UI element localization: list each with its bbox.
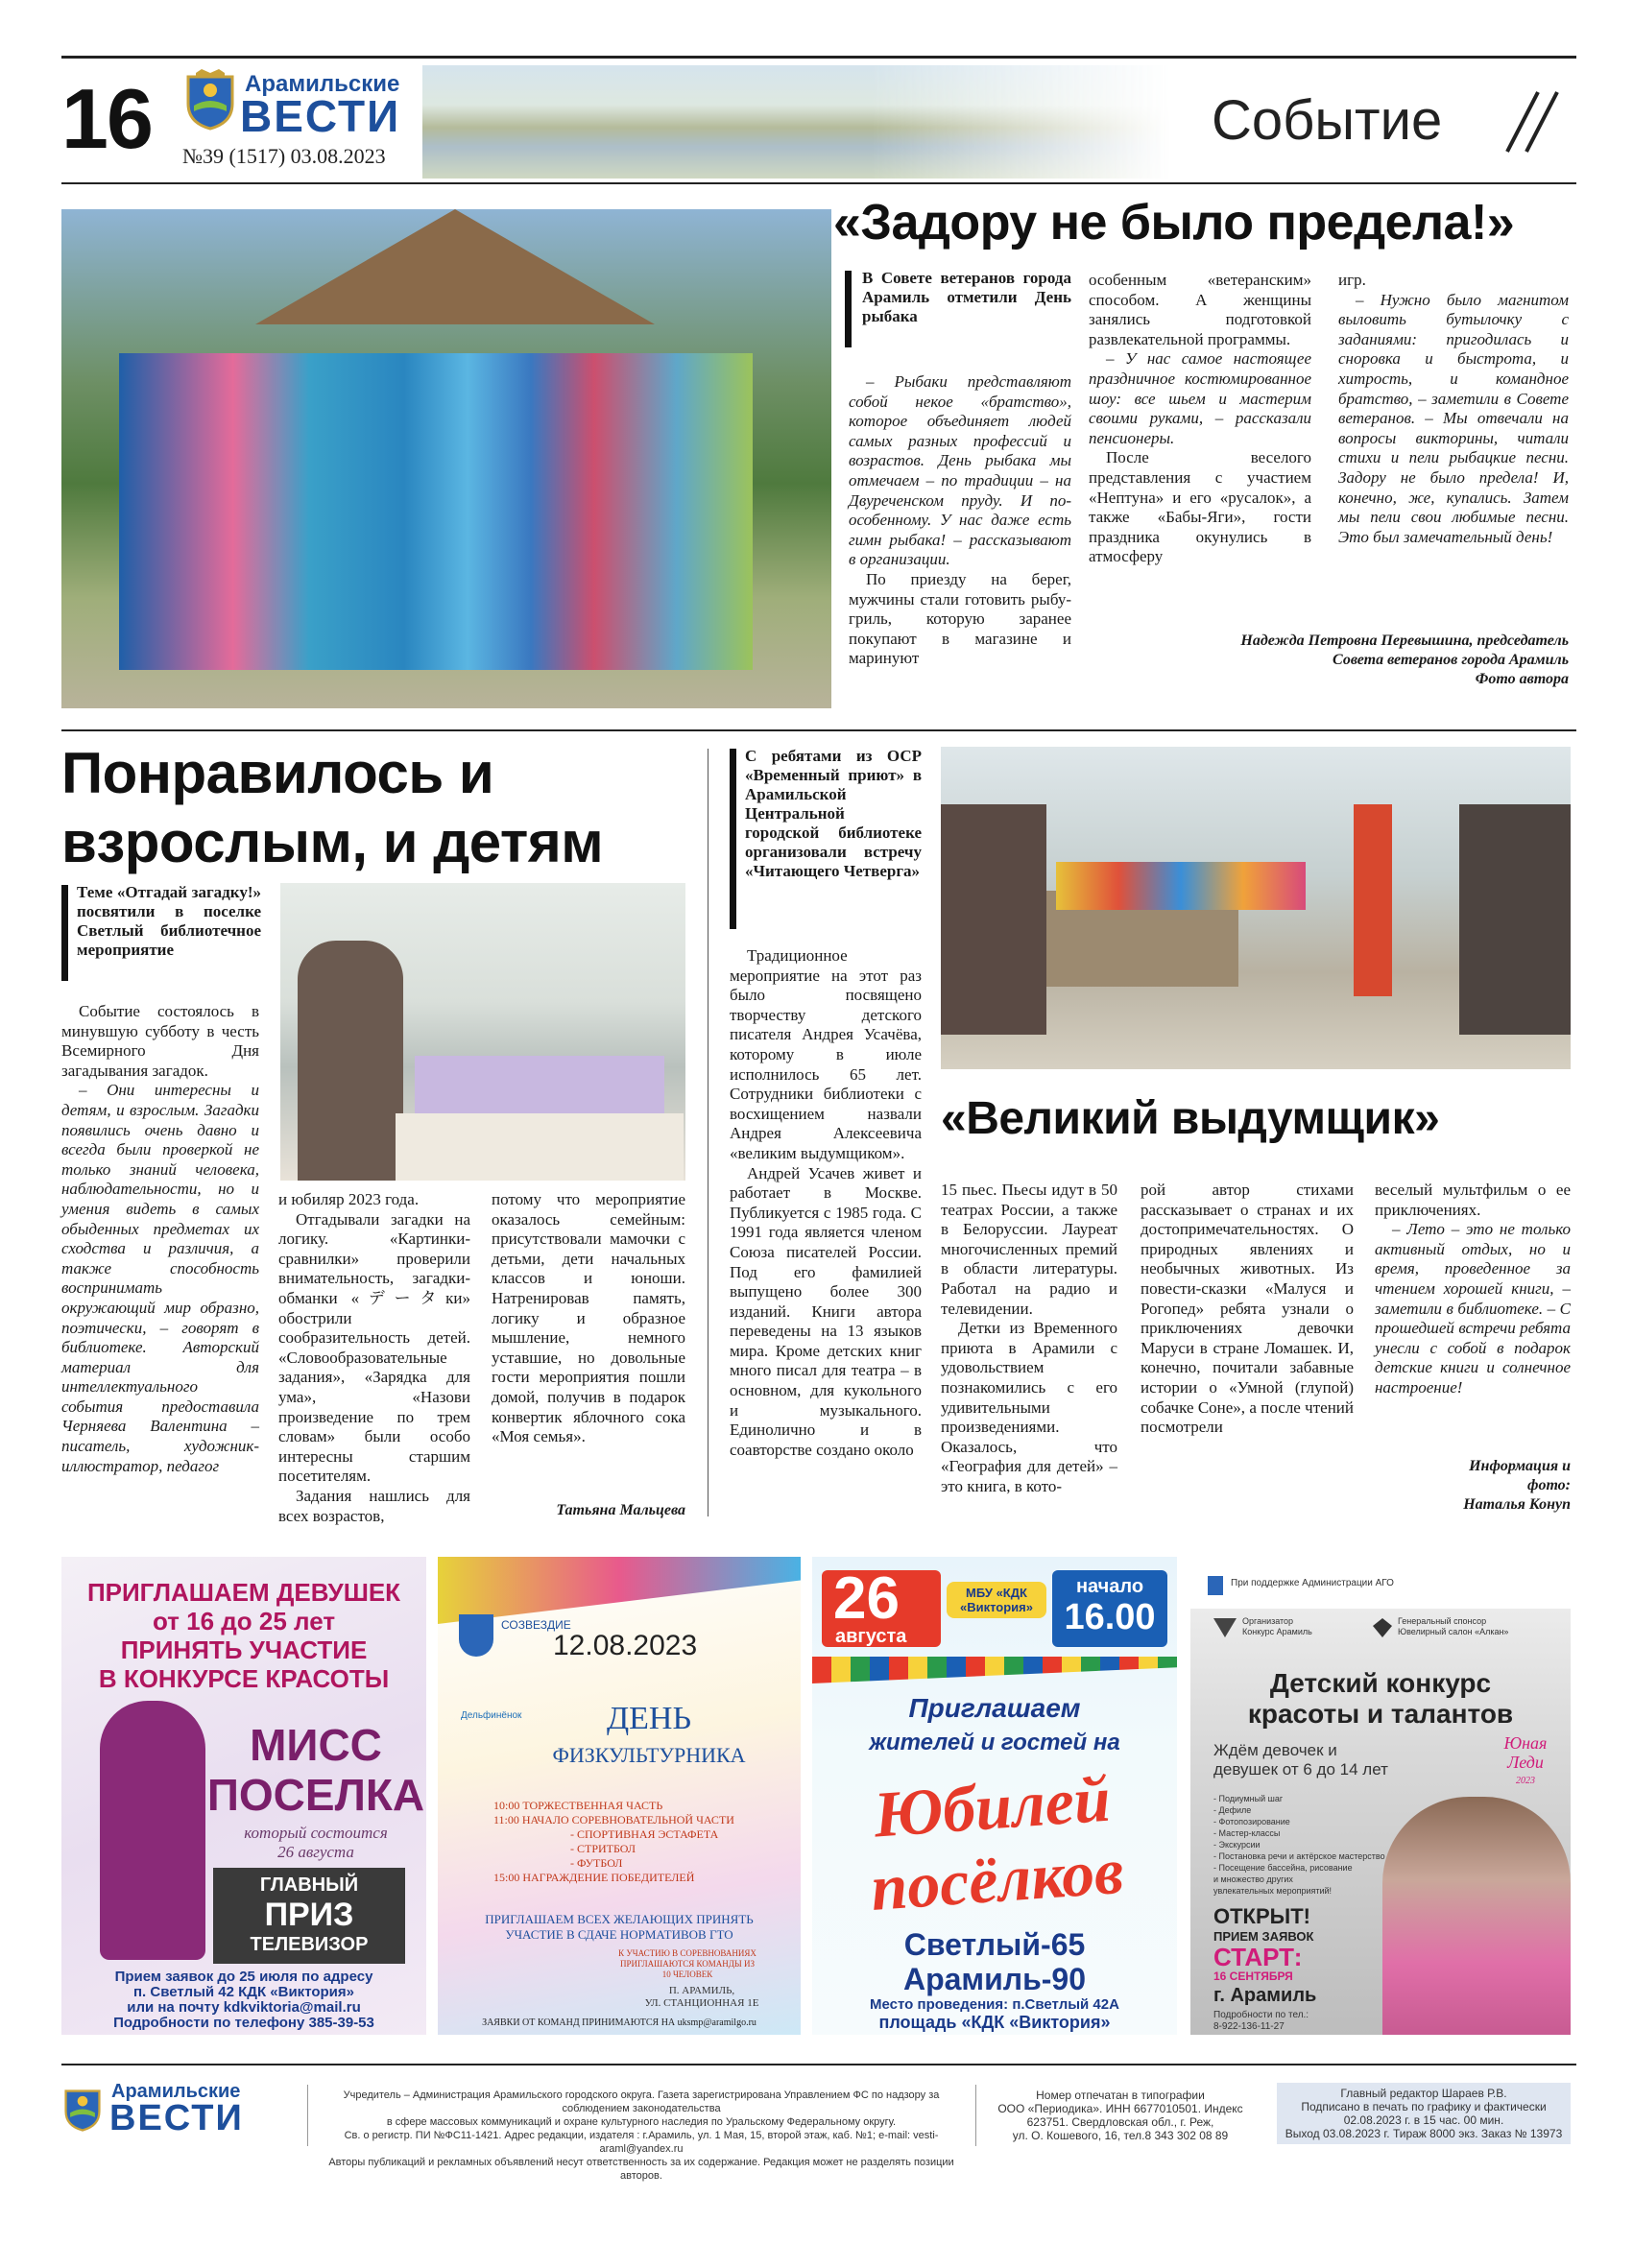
ad4-item-1: - Дефиле: [1213, 1805, 1252, 1815]
veterans-group-photo: [61, 209, 831, 708]
article1-col2-quote: – У нас самое настоящее праздничное костюмированное шоу: все шьем и мастерим своими руками, – рассказали пенсионеры.: [1089, 349, 1311, 447]
ad4-item-7: и множество других: [1213, 1874, 1293, 1884]
ad1-info3: или на почту kdkviktoria@mail.ru: [127, 1999, 361, 2016]
header-bottom-rule: [61, 182, 1576, 184]
ad3-place2: площадь «КДК «Виктория»: [878, 2013, 1111, 2032]
article3-lead-bar: [730, 749, 736, 929]
article2-col2-text: и юбиляр 2023 года.: [278, 1190, 420, 1208]
ad1-line3: ПРИНЯТЬ УЧАСТИЕ: [120, 1635, 368, 1664]
ad-den-fizkulturnika[interactable]: [438, 1557, 801, 2035]
article1-col2: [1089, 271, 1311, 567]
article1-col3: [1338, 271, 1569, 547]
article3-signature: [1375, 1457, 1571, 1515]
ad4-sponsor-label: Генеральный спонсор: [1398, 1616, 1487, 1626]
footer-f1: Учредитель – Администрация Арамильского городского округа. Газета зарегистрирована Управлением ФС по надзору за соблюдением законодательства: [343, 2089, 940, 2114]
footer-p3: 623751. Свердловская обл., г. Реж,: [1026, 2115, 1214, 2129]
ad4-item-3: - Мастер-классы: [1213, 1828, 1281, 1838]
coat-of-arms-icon: [182, 67, 238, 131]
ad2-brand: СОЗВЕЗДИЕ: [501, 1618, 571, 1632]
footer-printing-info: [981, 2089, 1260, 2142]
ad3-invite2: жителей и гостей на: [869, 1730, 1120, 1755]
article1-signature-line1: Надежда Петровна Перевышина, председатель: [1240, 633, 1569, 649]
ad3-title1: Юбилей: [871, 1761, 1113, 1851]
ad1-sub2: 26 августа: [277, 1843, 354, 1861]
ad4-city: г. Арамиль: [1213, 1985, 1317, 2006]
ad2-title1: ДЕНЬ: [606, 1701, 692, 1736]
ad3-invite1: Приглашаем: [908, 1693, 1081, 1723]
logo-bottom-text: ВЕСТИ: [240, 91, 401, 141]
ad4-item-8: увлекательных мероприятий!: [1213, 1886, 1333, 1896]
article2-col1-text: Событие состоялось в минувшую субботу в честь Всемирного Дня загадывания загадок.: [61, 1002, 259, 1080]
ad4-badge1: Юная: [1503, 1733, 1548, 1753]
ad4-org-icon: [1213, 1618, 1237, 1637]
article1-col1-quote: – Рыбаки представляют собой некое «братство», которое объединяет людей самых разных профессий и возрастов. День рыбака мы отмечаем – по традиции – на Двуреченском пруду. И по-особенному. У нас даже есть гимн рыбака! – рассказывают в организации.: [849, 372, 1071, 569]
ad-detskiy-konkurs[interactable]: [1190, 1557, 1571, 2035]
ad4-badge: [1488, 1733, 1563, 1801]
footer-divider-2: [975, 2085, 976, 2146]
article1-divider: [61, 729, 1576, 731]
ad2-schedule: [493, 1799, 734, 1885]
ad4-sponsor-name: Ювелирный салон «Алкан»: [1398, 1627, 1509, 1636]
ad1-title1: МИСС: [250, 1720, 382, 1770]
ad1-lady-silhouette: [100, 1701, 205, 1960]
ad2-note3: 10 ЧЕЛОВЕК: [661, 1970, 713, 1979]
footer-p1: Номер отпечатан в типографии: [1036, 2089, 1205, 2102]
header-landscape-image: [422, 65, 1171, 179]
article2-col3-text: потому что мероприятие оказалось семейным: присутствовали мамочки с детьми, дети начальных классов и юноши. Натренировав память, логику и образное мышление, немного уставшие, но довольные гости мероприятия пошли домой, получив в подарок конвертик яблочного сока «Моя семья».: [492, 1190, 685, 1446]
article2-col2-text3: Задания нашлись для всех возрастов,: [278, 1486, 470, 1525]
ad4-phone1: Подробности по тел.:: [1213, 2010, 1309, 2020]
ad2-invite2: УЧАСТИЕ В СДАЧЕ НОРМАТИВОВ ГТО: [505, 1927, 733, 1942]
article1-col2-text2: После веселого представления с участием «Нептуна» и его «русалок», а также «Бабы-Яги», гости праздника окунулись в атмосферу: [1089, 448, 1311, 566]
ad2-note2: ПРИГЛАШАЮТСЯ КОМАНДЫ ИЗ: [619, 1959, 756, 1969]
ad4-support: При поддержке Администрации АГО: [1231, 1578, 1394, 1588]
ad2-bottom: ЗАЯВКИ ОТ КОМАНД ПРИНИМАЮТСЯ НА uksmp@aramilgo.ru: [482, 2017, 756, 2028]
ad1-prize-box: [213, 1868, 405, 1964]
ad4-start2: 16 СЕНТЯБРЯ: [1213, 1970, 1293, 1983]
footer-f3: Св. о регистр. ПИ №ФС11-1421. Адрес редакции, издателя : г.Арамиль, ул. 1 Мая, 15, второй этаж, каб. №1; e-mail: vesti-araml@yandex.ru: [344, 2130, 939, 2155]
article2-col2: [278, 1190, 470, 1526]
ad4-item-5: - Постановка речи и актёрское мастерство: [1213, 1851, 1385, 1861]
ad4-open1: ОТКРЫТ!: [1213, 1904, 1310, 1928]
footer-publisher-info: [315, 2089, 968, 2183]
footer-f2: в сфере массовых коммуникаций и охране культурного наследия по Уральскому Федеральному округу.: [386, 2116, 897, 2128]
footer-e2: Подписано в печать по графику и фактически: [1301, 2100, 1547, 2113]
ad3-title2: посёлков: [868, 1833, 1126, 1924]
article1-col1-text: По приезду на берег, мужчины стали готовить рыбу-гриль, которую заранее покупают в магазине и маринуют: [849, 569, 1071, 668]
footer-logo-top: Арамильские: [111, 2081, 241, 2102]
ad-yubiley-poselkov[interactable]: [812, 1557, 1177, 2035]
article3-col2-text: рой автор стихами рассказывает о странах и их достопримечательностях. О природных явлениях и необычных животных. Из повести-сказки «Малуся и Рогопед» ребята узнали о приключениях девочки Маруси в стране Ломашек. И, конечно, почитали забавные истории о «Умной (глупой) собачке Соне», а после чтений посмотрели: [1141, 1181, 1354, 1437]
ad1-prize2: ПРИЗ: [264, 1897, 354, 1933]
ad1-prize1: ГЛАВНЫЙ: [259, 1874, 359, 1896]
article3-title: «Великий выдумщик»: [941, 1093, 1440, 1144]
ad2-s3: - СПОРТИВНАЯ ЭСТАФЕТА: [570, 1827, 719, 1841]
ad4-start1: СТАРТ:: [1213, 1943, 1303, 1971]
ad4-org-name: Конкурс Арамиль: [1242, 1627, 1312, 1636]
article2-col2-text2: Отгадывали загадки на логику. «Картинки-сравнилки» проверили внимательность, загадки-обманки «データки» обострили сообразительность детей. «Словообразовательные задания», «Зарядка для ума», «Назови произведение по трем словам» были особо интересны старшим посетителям.: [278, 1209, 470, 1486]
ad1-line2: от 16 до 25 лет: [152, 1607, 336, 1635]
footer-divider-1: [307, 2085, 308, 2146]
ad4-badge2: Леди: [1507, 1753, 1544, 1772]
article3-col3-text: веселый мультфильм о ее приключениях.: [1375, 1181, 1571, 1219]
ad1-info4: Подробности по телефону 385-39-53: [113, 2015, 374, 2031]
library-riddles-photo: [280, 883, 685, 1181]
article3-col0-text: Традиционное мероприятие на этот раз было посвящено творчеству детского писателя Андрея Усачёва, которому в июле исполнилось 65 лет. Сотрудники библиотеки с восхищением назвали Андрея Алексеевича «великим выдумщиком».: [730, 946, 922, 1162]
article2-lead-bar: [61, 885, 68, 981]
ad3-date-num: 26: [833, 1565, 900, 1632]
ad3-start-label: начало: [1075, 1576, 1144, 1597]
footer-editor-info: [1277, 2083, 1571, 2144]
ad1-sub1: который состоится: [244, 1824, 388, 1842]
article3-col1-text2: Детки из Временного приюта в Арамили с удовольствием познакомились с его удивительными произведениями. Оказалось, что «География для детей» – это книга, в кото-: [941, 1319, 1117, 1495]
children-reading-photo: [941, 747, 1571, 1069]
article3-col0: [730, 946, 922, 1460]
issue-number: №39 (1517) 03.08.2023: [182, 144, 386, 168]
ad1-line1: ПРИГЛАШАЕМ ДЕВУШЕК: [86, 1578, 401, 1607]
ad2-s5: - ФУТБОЛ: [570, 1856, 623, 1870]
ad2-addr1: П. АРАМИЛЬ,: [668, 1985, 735, 1996]
ad1-line4: В КОНКУРСЕ КРАСОТЫ: [98, 1664, 390, 1693]
logo-top-text: Арамильские: [245, 71, 400, 97]
footer-coat-of-arms-icon: [61, 2083, 104, 2133]
ad3-org1: МБУ «КДК: [966, 1586, 1027, 1600]
ad1-info2: п. Светлый 42 КДК «Виктория»: [133, 1984, 354, 2000]
ad-miss-poselka[interactable]: [61, 1557, 426, 2035]
page-number: 16: [61, 71, 152, 166]
article1-col3-quote: – Нужно было магнитом выловить бутылочку с заданиями: пригодилась и сноровка и быстрота, и хитрость, и командное братство, – заметили в Совете ветеранов. – Мы отвечали на вопросы викторины, читали стихи и пели рыбацкие песни. Задору не было предела! И, конечно, же, купались. Затем мы пели свои любимые песни. Это был замечательный день!: [1338, 290, 1569, 546]
footer-e4: Выход 03.08.2023 г. Тираж 8000 экз. Заказ № 13973: [1285, 2127, 1563, 2140]
ad4-item-6: - Посещение бассейна, рисование: [1213, 1863, 1353, 1873]
ad4-diamond-icon: [1373, 1618, 1392, 1637]
ad2-dolphin: Дельфинёнок: [461, 1710, 522, 1721]
footer-p2: ООО «Периодика». ИНН 6677010501. Индекс: [997, 2102, 1243, 2115]
header-top-rule: [61, 56, 1576, 59]
ad2-note1: К УЧАСТИЮ В СОРЕВНОВАНИЯХ: [618, 1948, 756, 1958]
ad3-towns2: Арамиль-90: [902, 1962, 1087, 1996]
ad4-open2: ПРИЕМ ЗАЯВОК: [1213, 1929, 1314, 1944]
article1-lead: В Совете ветеранов города Арамиль отметили День рыбака: [862, 269, 1071, 325]
article2-col3: [492, 1190, 685, 1447]
ad1-prize3: ТЕЛЕВИЗОР: [250, 1934, 369, 1955]
article1-signature-line2: Совета ветеранов города Арамиль: [1333, 652, 1569, 668]
ad4-org-label: Организатор: [1242, 1616, 1294, 1626]
article1-col2-text: особенным «ветеранским» способом. А женщины занялись подготовкой развлекательной программы.: [1089, 271, 1311, 348]
article1-col3-text: игр.: [1338, 271, 1366, 289]
footer-f4: Авторы публикаций и рекламных объявлений несут ответственность за их содержание. Редакция может не разделять позиции авторов.: [328, 2157, 954, 2182]
ad2-addr2: УЛ. СТАНЦИОННАЯ 1Е: [644, 1997, 759, 2009]
article1-col1: [849, 372, 1071, 669]
ad2-s4: - СТРИТБОЛ: [570, 1842, 636, 1855]
article3-col1-text: 15 пьес. Пьесы идут в 50 театрах России, а также в Белоруссии. Лауреат многочисленных премий в области литературы. Работал на радио и телевидении.: [941, 1181, 1117, 1318]
ad3-place1: Место проведения: п.Светлый 42А: [870, 1996, 1119, 2013]
article3-lead: С ребятами из ОСР «Временный приют» в Арамильской Центральной городской библиотеке организовали встречу «Читающего Четверга»: [745, 747, 922, 880]
ad3-org2: «Виктория»: [959, 1600, 1033, 1614]
article3-signature-line1: Информация и: [1469, 1458, 1571, 1474]
ad4-title2: красоты и талантов: [1247, 1699, 1514, 1729]
ad4-title1: Детский конкурс: [1269, 1668, 1492, 1698]
ad2-s6: 15:00 НАГРАЖДЕНИЕ ПОБЕДИТЕЛЕЙ: [493, 1871, 695, 1884]
article3-col1: [941, 1181, 1117, 1497]
ad2-s2: 11:00 НАЧАЛО СОРЕВНОВАТЕЛЬНОЙ ЧАСТИ: [493, 1813, 734, 1826]
article3-signature-line3: Наталья Конуп: [1463, 1496, 1571, 1513]
ad2-coat-icon: [459, 1614, 493, 1657]
section-title: Событие: [1212, 89, 1443, 152]
ad2-date: 12.08.2023: [553, 1630, 698, 1661]
ad1-title2: ПОСЕЛКА: [206, 1770, 425, 1820]
footer-logo-bottom: ВЕСТИ: [109, 2098, 244, 2138]
ad4-item-0: - Подиумный шаг: [1213, 1794, 1284, 1803]
ad4-phone2: 8-922-136-11-27: [1213, 2021, 1285, 2032]
article1-signature: [1089, 632, 1569, 689]
article3-col3: [1375, 1181, 1571, 1398]
ad1-info1: Прием заявок до 25 июля по адресу: [114, 1969, 373, 1985]
footer-e3: 02.08.2023 г. в 15 час. 00 мин.: [1343, 2113, 1504, 2127]
article1-lead-bar: [845, 271, 852, 347]
article3-col0-text2: Андрей Усачев живет и работает в Москве. Публикуется с 1985 года. С 1991 года является членом Союза писателей России. Под его фамилией выпущено более 300 изданий. Книги автора переведены на 13 языков мира. Кроме детских книг много писал для театра – в основном, для кукольного и музыкального. Единолично и в соавторстве создано около: [730, 1163, 922, 1459]
ad4-items-list: [1213, 1793, 1396, 1897]
article1-signature-line3: Фото автора: [1475, 671, 1569, 687]
article2-col1: [61, 1002, 259, 1476]
ad4-badge3: 2023: [1516, 1776, 1535, 1786]
ad4-wait1: Ждём девочек и: [1213, 1741, 1337, 1759]
ad2-title2: ФИЗКУЛЬТУРНИКА: [552, 1743, 746, 1767]
article2-signature: Татьяна Мальцева: [556, 1502, 685, 1518]
ad3-date-month: августа: [835, 1626, 907, 1647]
ad4-item-4: - Экскурсии: [1213, 1840, 1261, 1850]
footer-p4: ул. О. Кошевого, 16, тел.8 343 302 08 89: [1012, 2129, 1229, 2142]
ad4-coat-icon: [1208, 1576, 1223, 1595]
ad2-s1: 10:00 ТОРЖЕСТВЕННАЯ ЧАСТЬ: [493, 1799, 663, 1812]
article2-col1-quote: – Они интересны и детям, и взрослым. Загадки появились очень давно и всегда были проверкой не только знаний человека, наблюдательности, но и умения видеть в самых обыденных предметах их сходства и различия, а также способность воспринимать окружающий мир образно, поэтически, – говорят в библиотеке. Авторский материал для интеллектуального события предоставила Черняева Валентина – писатель, художник-иллюстратор, педагог: [61, 1081, 259, 1475]
article3-col2: [1141, 1181, 1354, 1438]
article3-col3-quote: – Лето – это не только активный отдых, но и время, проведенное за чтением хорошей книги, – заметили в библиотеке. – С прошедшей встречи ребята унесли с собой в подарок детские книги и солнечное настроение!: [1375, 1220, 1571, 1397]
article3-signature-line2: фото:: [1526, 1477, 1571, 1493]
ad4-wait2: девушек от 6 до 14 лет: [1213, 1760, 1388, 1779]
ad4-girl-photo: [1382, 1797, 1571, 2035]
ad3-start-time: 16.00: [1064, 1597, 1156, 1637]
article2-title: Понравилось и взрослым, и детям: [61, 741, 604, 874]
footer-top-rule: [61, 2064, 1576, 2065]
ad2-invite1: ПРИГЛАШАЕМ ВСЕХ ЖЕЛАЮЩИХ ПРИНЯТЬ: [485, 1912, 754, 1926]
ad4-item-2: - Фотопозирование: [1213, 1817, 1290, 1826]
article2-lead: Теме «Отгадай загадку!» посвятили в поселке Светлый библиотечное мероприятие: [77, 883, 261, 959]
double-slash-icon: [1498, 88, 1571, 155]
ad3-towns1: Светлый-65: [903, 1927, 1086, 1962]
article1-title: «Задору не было предела!»: [833, 195, 1515, 251]
footer-e1: Главный редактор Шараев Р.В.: [1340, 2087, 1507, 2100]
